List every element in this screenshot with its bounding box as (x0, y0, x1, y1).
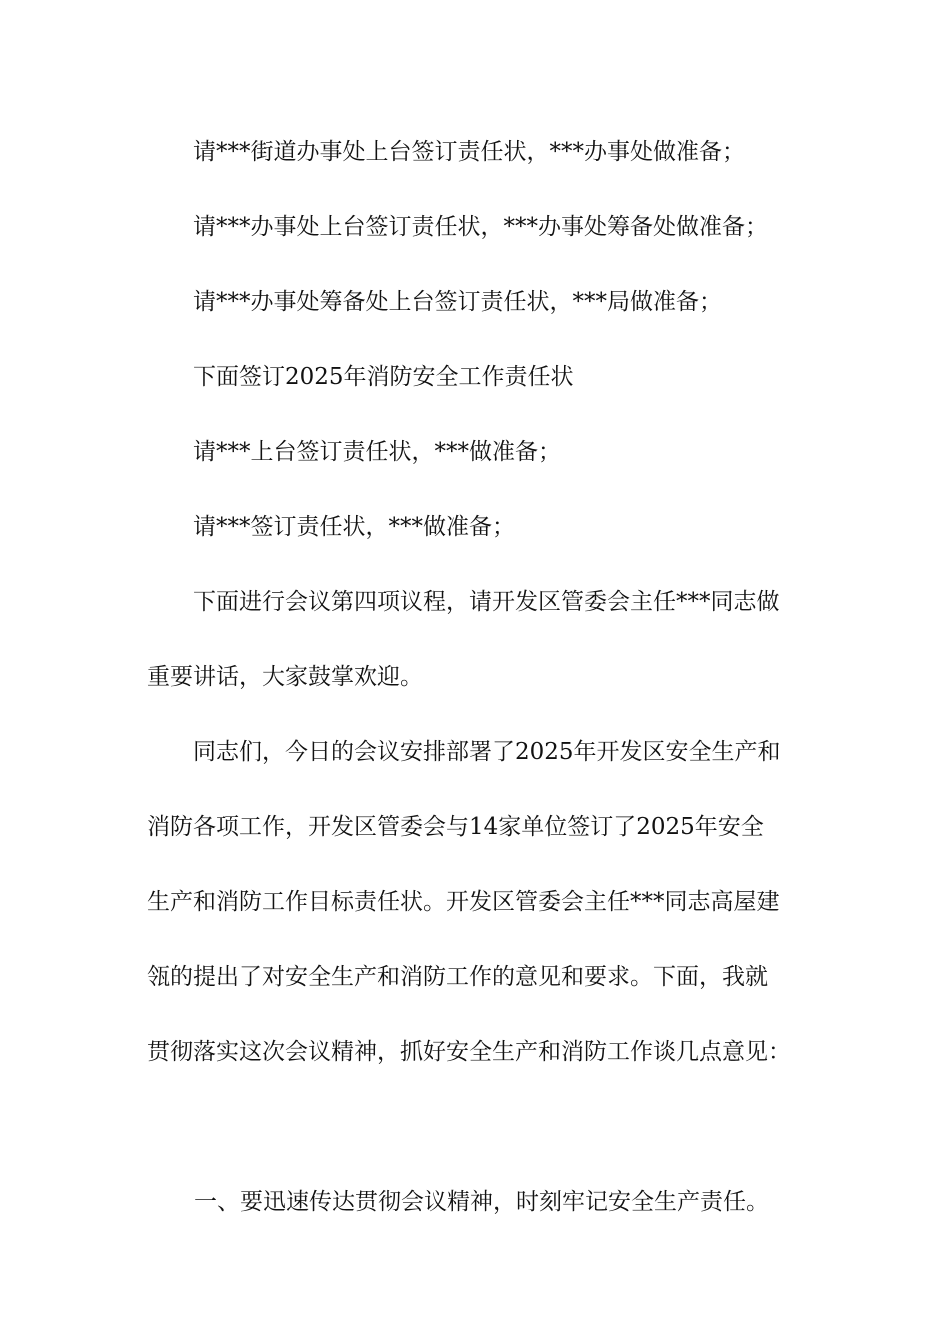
agenda-line-1: 下面进行会议第四项议程，请开发区管委会主任***同志做 (193, 589, 780, 615)
speech-line-2: 消防各项工作，开发区管委会与14家单位签订了2025年安全 (147, 814, 764, 840)
paragraph-6: 请***签订责任状，***做准备； (193, 514, 515, 540)
paragraph-2: 请***办事处上台签订责任状，***办事处筹备处做准备； (193, 214, 768, 240)
paragraph-1: 请***街道办事处上台签订责任状，***办事处做准备； (193, 139, 745, 165)
paragraph-3: 请***办事处筹备处上台签订责任状，***局做准备； (193, 289, 722, 315)
speech-line-4: 瓴的提出了对安全生产和消防工作的意见和要求。下面，我就 (147, 964, 768, 990)
speech-line-5: 贯彻落实这次会议精神，抓好安全生产和消防工作谈几点意见： (147, 1039, 791, 1065)
section-heading: 一、要迅速传达贯彻会议精神，时刻牢记安全生产责任。 (194, 1189, 769, 1215)
paragraph-5: 请***上台签订责任状，***做准备； (193, 439, 561, 465)
agenda-line-2: 重要讲话，大家鼓掌欢迎。 (147, 664, 423, 690)
speech-line-3: 生产和消防工作目标责任状。开发区管委会主任***同志高屋建 (147, 889, 780, 915)
paragraph-4: 下面签订2025年消防安全工作责任状 (193, 364, 574, 390)
speech-line-1: 同志们，今日的会议安排部署了2025年开发区安全生产和 (193, 739, 781, 765)
